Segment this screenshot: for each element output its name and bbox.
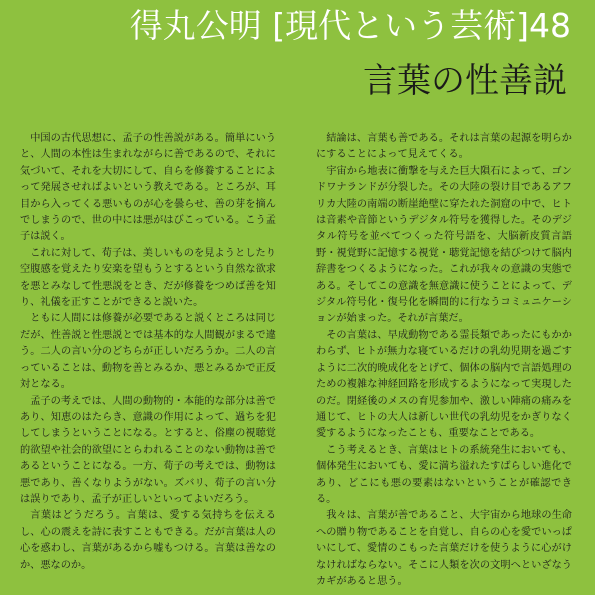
paragraph: 我々は、言葉が善であること、大宇宙から地球の生命への贈り物であることを自覚し、自らの心を愛でいっぱいにして、愛情のこもった言葉だけを使うように心がけなければならない。そこに人類を次の文明へといざなうカギがあると思う。 <box>316 510 572 587</box>
paragraph: その言葉は、早成動物である霊長類であったにもかかわらず、ヒトが無力な寝ているだけの乳幼児期を過ごすように二次的晩成化をとげて、個体の脳内で言語処理のための複雑な神経回路を形成するようになって実現したのだ。閉経後のメスの育児参加や、激しい陣痛の痛みを通じて、ヒトの大人は新しい世代の乳幼児をかぎりなく愛するようになったことも、重要なことである。 <box>316 329 572 440</box>
paragraph: ともに人間には修養が必要であると説くところは同じだが、性善説と性悪説とでは基本的な人間観がまるで違う。二人の言い分のどちらが正しいだろうか。二人の言っていることは、動物を善とみるか、悪とみるかで正反対となる。 <box>20 313 276 391</box>
series-title: 得丸公明 [現代という芸術]48 <box>129 6 571 45</box>
paragraph: 結論は、言葉も善である。それは言葉の起源を明らかにすることによって見えてくる。 <box>316 133 572 161</box>
paragraph: 宇宙から地表に衝撃を与えた巨大隕石によって、ゴンドワナランドが分裂した。その大陸の裂け目であるアフリカ大陸の南端の断崖絶壁に穿たれた洞窟の中で、ヒトは音素や音節というデジタル符号を獲得した。そのデジタル符号を並べてつくった符号語を、大脳新皮質言語野・視覚野に記憶する視覚・聴覚記憶を結びつけて脳内辞書をつくるようになった。これが我々の意識の実態である。そしてこの意識を無意識に使うことによって、デジタル符号化・復号化を瞬間的に行なうコミュニケーションが始まった。それが言葉だ。 <box>316 165 572 325</box>
paragraph: こう考えるとき、言葉はヒトの系統発生においても、個体発生においても、愛に満ち溢れたすばらしい進化であり、どこにも悪の要素はないということが確認できる。 <box>316 444 572 505</box>
paragraph: 言葉はどうだろう。言葉は、愛する気持ちを伝えるし、心の震えを詩に表すこともできる。だが言葉は人の心を惑わし、言葉があるから嘘もつける。言葉は善なのか、悪なのか。 <box>20 510 276 571</box>
paragraph: 中国の古代思想に、孟子の性善説がある。簡単にいうと、人間の本性は生まれながらに善であるので、それに気づいて、それを大切にして、自らを修養することによって発展させればよいという教えである。ところが、耳目から入ってくる悪いものが心を曇らせ、善の芽を摘んでしまうので、世の中には悪がはびこっている。こう孟子は説く。 <box>20 133 276 243</box>
paragraph: これに対して、荀子は、美しいものを見ようとしたり空腹感を覚えたり安楽を望もうとするという自然な欲求を悪とみなして性悪説をとき、だが修養をつめば善を知り、礼儀を正すことができると説いた。 <box>20 247 276 309</box>
paragraph: 孟子の考えでは、人間の動物的・本能的な部分は善であり、知恵のはたらき、意識の作用によって、過ちを犯してしまうということになる。とすると、俗塵の視聴覚的欲望や社会的欲望にとらわれることのない動物は善であるということになる。一方、荀子の考えでは、動物は悪であり、善くなりようがない。ズバリ、荀子の言い分は誤りであり、孟子が正しいといってよいだろう。 <box>20 395 276 505</box>
right-text-column <box>316 131 572 590</box>
left-text-column <box>20 131 276 574</box>
article-title: 言葉の性善説 <box>363 61 567 101</box>
